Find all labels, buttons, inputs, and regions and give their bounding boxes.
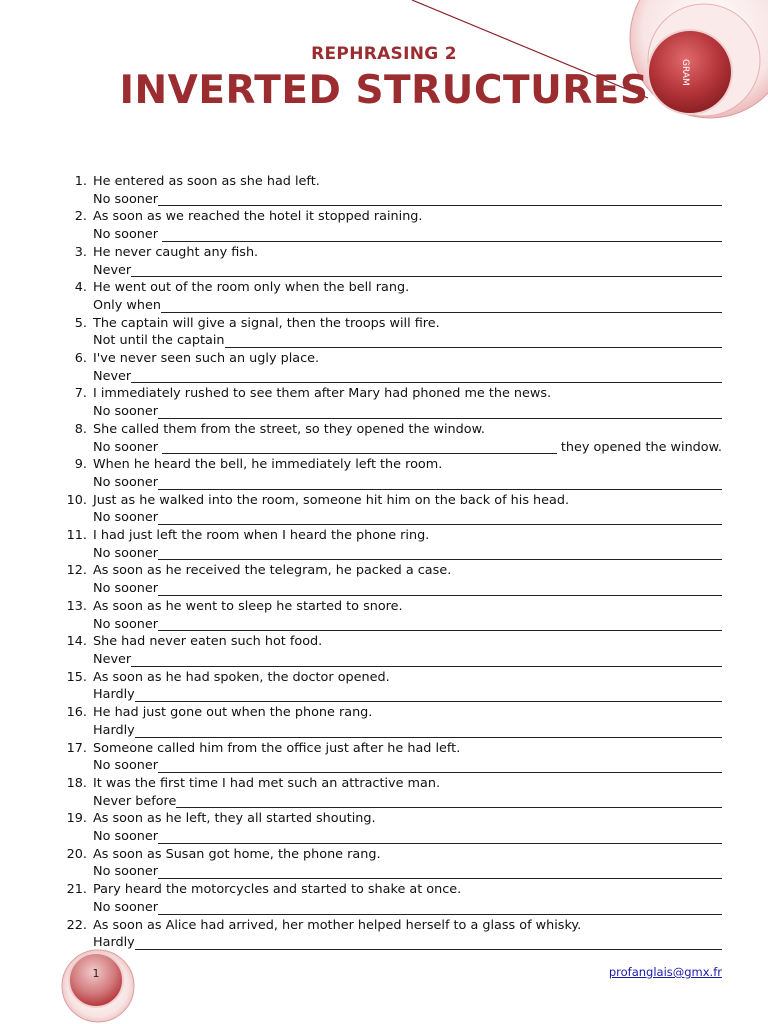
answer-blank[interactable] (158, 901, 722, 915)
exercise-prompt (60, 456, 722, 474)
answer-blank[interactable] (158, 830, 722, 844)
answer-blank[interactable] (225, 334, 723, 348)
exercise-prompt (60, 775, 722, 793)
answer-blank[interactable] (135, 936, 722, 950)
exercise-answer-line (60, 332, 722, 350)
exercise-number: 3. (74, 244, 87, 260)
exercise-answer-line (60, 545, 722, 563)
exercise-prompt (60, 562, 722, 580)
exercise-sentence: As soon as Alice had arrived, her mother helped herself to a glass of whisky. (93, 917, 582, 933)
answer-prefix: Never before (93, 793, 177, 809)
answer-prefix: Hardly (93, 687, 135, 703)
answer-prefix: Never (93, 651, 132, 667)
exercise-answer-line (60, 439, 722, 457)
exercise-number: 5. (74, 315, 87, 331)
exercise-prompt (60, 315, 722, 333)
exercise-item (60, 350, 722, 385)
exercise-item (60, 598, 722, 633)
answer-prefix: No sooner (93, 404, 159, 420)
exercise-sentence: Someone called him from the office just after he had left. (93, 740, 461, 756)
exercise-prompt (60, 881, 722, 899)
answer-prefix: No sooner (93, 439, 163, 455)
exercise-number: 13. (66, 598, 87, 614)
exercise-sentence: He entered as soon as she had left. (93, 174, 320, 189)
exercise-sentence: Just as he walked into the room, someone hit him on the back of his head. (93, 492, 570, 508)
answer-blank[interactable] (176, 794, 722, 808)
answer-prefix: No sooner (93, 474, 159, 490)
exercise-sentence: He had just gone out when the phone rang. (93, 705, 373, 721)
answer-prefix: No sooner (93, 227, 163, 243)
exercise-number: 22. (66, 917, 87, 933)
exercise-answer-line (60, 403, 722, 421)
exercise-number: 12. (66, 563, 87, 579)
exercise-item (60, 492, 722, 527)
answer-blank[interactable] (158, 759, 722, 773)
exercise-prompt (60, 704, 722, 722)
exercise-sentence: He went out of the room only when the bell rang. (93, 280, 410, 296)
exercise-number: 7. (74, 386, 87, 402)
answer-blank[interactable] (158, 865, 722, 879)
exercise-number: 11. (66, 528, 87, 544)
exercise-prompt (60, 492, 722, 510)
exercise-item (60, 244, 722, 279)
exercise-answer-line (60, 828, 722, 846)
exercise-item (60, 315, 722, 350)
exercise-prompt (60, 279, 722, 297)
exercise-item (60, 527, 722, 562)
answer-prefix: No sooner (93, 829, 159, 845)
exercise-sentence: The captain will give a signal, then the troops will fire. (93, 315, 440, 331)
exercise-number: 1. (74, 174, 87, 189)
exercise-answer-line (60, 651, 722, 669)
exercise-number: 16. (66, 705, 87, 721)
exercise-prompt (60, 740, 722, 758)
exercise-number: 10. (66, 492, 87, 508)
answer-prefix: Never (93, 368, 132, 384)
exercise-prompt (60, 173, 722, 191)
exercise-answer-line (60, 793, 722, 811)
exercise-number: 19. (66, 811, 87, 827)
exercise-item (60, 456, 722, 491)
exercise-sentence: As soon as he had spoken, the doctor opened. (93, 669, 390, 685)
exercise-number: 4. (74, 280, 87, 296)
exercise-prompt (60, 244, 722, 262)
answer-prefix: No sooner (93, 191, 159, 207)
answer-prefix: Never (93, 262, 132, 278)
exercise-number: 21. (66, 882, 87, 898)
exercise-list (60, 173, 722, 952)
exercise-item (60, 279, 722, 314)
answer-prefix: No sooner (93, 510, 159, 526)
exercise-sentence: I immediately rushed to see them after Mary had phoned me the news. (93, 386, 552, 402)
page-title: INVERTED STRUCTURES (119, 68, 649, 113)
exercise-item (60, 881, 722, 916)
exercise-answer-line (60, 722, 722, 740)
exercise-item (60, 173, 722, 208)
answer-blank[interactable] (158, 617, 722, 631)
exercise-prompt (60, 527, 722, 545)
exercise-number: 20. (66, 846, 87, 862)
exercise-item (60, 917, 722, 952)
answer-prefix: No sooner (93, 758, 159, 774)
answer-suffix: they opened the window. (560, 439, 722, 455)
exercise-sentence: When he heard the bell, he immediately left the room. (93, 457, 443, 473)
exercise-answer-line (60, 191, 722, 209)
exercise-sentence: He never caught any fish. (93, 244, 259, 260)
answer-prefix: No sooner (93, 899, 159, 915)
exercise-answer-line (60, 226, 722, 244)
exercise-answer-line (60, 686, 722, 704)
exercise-item (60, 775, 722, 810)
answer-blank[interactable] (158, 476, 722, 490)
exercise-answer-line (60, 863, 722, 881)
exercise-prompt (60, 350, 722, 368)
exercise-prompt (60, 846, 722, 864)
exercise-item (60, 421, 722, 456)
exercise-item (60, 208, 722, 243)
answer-prefix: No sooner (93, 581, 159, 597)
footer-inner-circle (69, 953, 123, 1007)
answer-blank[interactable] (158, 582, 722, 596)
exercise-item (60, 385, 722, 420)
exercise-prompt (60, 421, 722, 439)
exercise-item (60, 704, 722, 739)
exercise-answer-line (60, 509, 722, 527)
answer-blank[interactable] (135, 724, 722, 738)
exercise-item (60, 562, 722, 597)
exercise-number: 17. (66, 740, 87, 756)
exercise-sentence: I had just left the room when I heard the phone ring. (93, 528, 430, 544)
exercise-answer-line (60, 934, 722, 952)
answer-blank[interactable] (158, 511, 722, 525)
answer-prefix: Not until the captain (93, 333, 225, 349)
exercise-answer-line (60, 297, 722, 315)
exercise-sentence: As soon as we reached the hotel it stopped raining. (93, 209, 423, 225)
answer-prefix: Hardly (93, 935, 135, 951)
answer-blank[interactable] (131, 263, 722, 277)
answer-blank[interactable] (162, 440, 557, 454)
exercise-number: 6. (74, 351, 87, 367)
answer-blank[interactable] (161, 299, 722, 313)
answer-blank[interactable] (131, 653, 722, 667)
email-link[interactable]: profanglais@gmx.fr (608, 965, 722, 979)
exercise-item (60, 846, 722, 881)
exercise-sentence: I've never seen such an ugly place. (93, 351, 320, 367)
exercise-prompt (60, 208, 722, 226)
badge-label: GRAM (680, 58, 690, 86)
exercise-answer-line (60, 899, 722, 917)
exercise-answer-line (60, 616, 722, 634)
exercise-number: 15. (66, 669, 87, 685)
exercise-sentence: As soon as he went to sleep he started to snore. (93, 598, 403, 614)
exercise-item (60, 633, 722, 668)
answer-blank[interactable] (158, 546, 722, 560)
exercise-answer-line (60, 757, 722, 775)
exercise-prompt (60, 810, 722, 828)
answer-blank[interactable] (158, 192, 722, 206)
exercise-prompt (60, 598, 722, 616)
exercise-sentence: She had never eaten such hot food. (93, 634, 323, 650)
exercise-number: 18. (66, 775, 87, 791)
exercise-item (60, 740, 722, 775)
exercise-sentence: Pary heard the motorcycles and started to shake at once. (93, 882, 462, 898)
answer-prefix: No sooner (93, 545, 159, 561)
page-number: 1 (92, 967, 100, 980)
exercise-answer-line (60, 368, 722, 386)
answer-blank[interactable] (135, 688, 722, 702)
footer-decoration (0, 930, 140, 1024)
exercise-prompt (60, 385, 722, 403)
exercise-answer-line (60, 474, 722, 492)
exercise-sentence: As soon as Susan got home, the phone rang. (93, 846, 381, 862)
exercise-number: 2. (74, 209, 87, 225)
answer-blank[interactable] (131, 369, 722, 383)
exercise-answer-line (60, 580, 722, 598)
exercise-number: 8. (74, 421, 87, 437)
exercise-item (60, 810, 722, 845)
answer-prefix: Only when (93, 297, 161, 313)
exercise-number: 9. (74, 457, 87, 473)
page-subtitle: REPHRASING 2 (311, 44, 457, 64)
answer-prefix: No sooner (93, 616, 159, 632)
exercise-answer-line (60, 262, 722, 280)
answer-prefix: No sooner (93, 864, 159, 880)
exercise-sentence: As soon as he left, they all started shouting. (93, 811, 376, 827)
exercise-sentence: It was the first time I had met such an attractive man. (93, 775, 441, 791)
exercise-prompt (60, 669, 722, 687)
exercise-item (60, 669, 722, 704)
exercise-prompt (60, 633, 722, 651)
exercise-prompt (60, 917, 722, 935)
answer-prefix: Hardly (93, 722, 135, 738)
exercise-sentence: She called them from the street, so they opened the window. (93, 421, 485, 437)
answer-blank[interactable] (158, 405, 722, 419)
exercise-sentence: As soon as he received the telegram, he packed a case. (93, 563, 452, 579)
exercise-number: 14. (66, 634, 87, 650)
answer-blank[interactable] (162, 228, 722, 242)
